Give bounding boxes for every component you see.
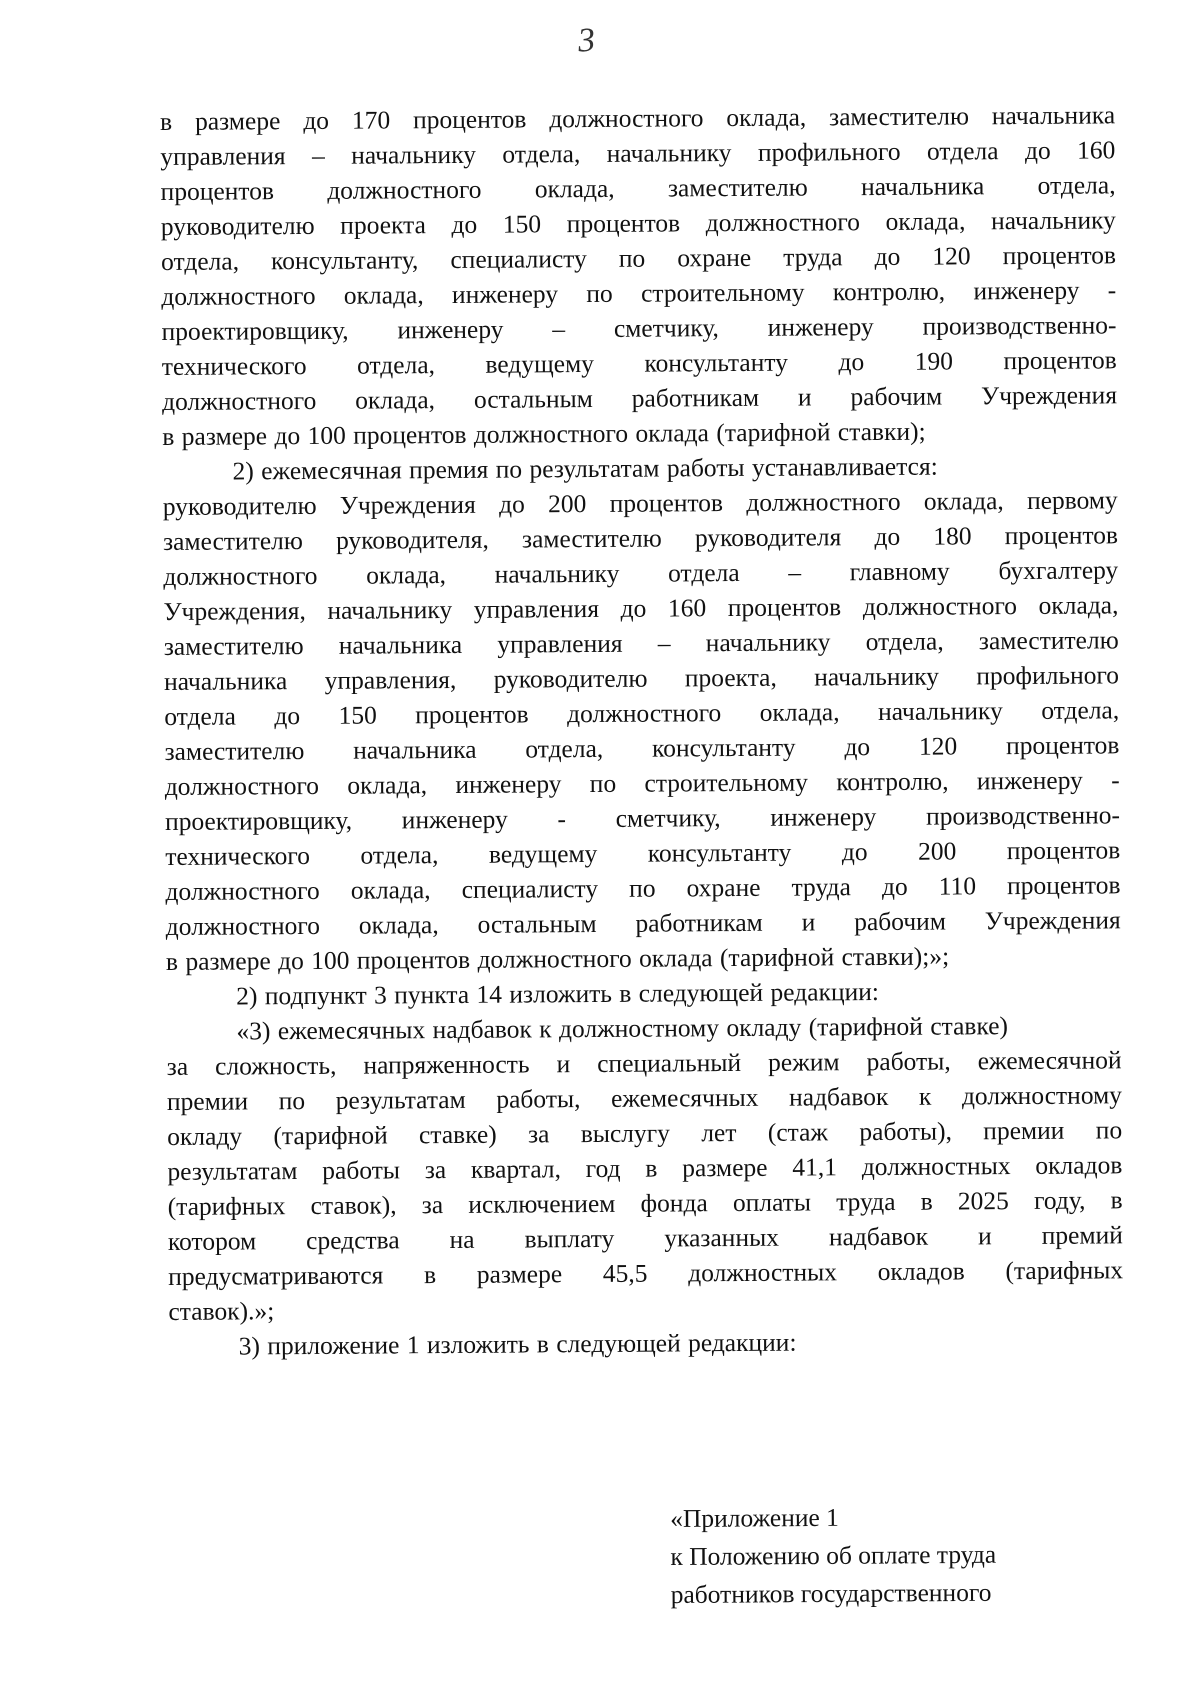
- text-line: должностного оклада, начальнику отдела – главному бухгалтеру: [163, 555, 1119, 591]
- text-line: Учреждения, начальнику управления до 160 процентов должностного оклада,: [163, 590, 1119, 626]
- text-line: заместителю руководителя, заместителю руководителя до 180 процентов: [162, 520, 1119, 556]
- text-line: премии по результатам работы, ежемесячных надбавок к должностному: [166, 1080, 1123, 1116]
- appendix-title: «Приложение 1: [670, 1502, 839, 1533]
- document-body: [160, 97, 1124, 1364]
- page-number: 3: [576, 21, 597, 60]
- text-line: начальника управления, руководителю проекта, начальнику профильного: [163, 660, 1120, 696]
- appendix-reference: к Положению об оплате труда: [670, 1539, 997, 1571]
- text-line: руководителю проекта до 150 процентов должностного оклада, начальнику: [160, 205, 1116, 241]
- text-line: окладу (тарифной ставке) за выслугу лет (стаж работы), премии по: [167, 1115, 1123, 1151]
- text-line: должностного оклада, остальным работникам и рабочим Учреждения: [165, 905, 1121, 941]
- text-line: (тарифных ставок), за исключением фонда оплаты труда в 2025 году, в: [167, 1185, 1123, 1221]
- text-line: предусматриваются в размере 45,5 должностных окладов (тарифных: [168, 1255, 1124, 1291]
- text-line: результатам работы за квартал, год в размере 41,1 должностных окладов: [167, 1150, 1123, 1186]
- text-line: отдела, консультанту, специалисту по охране труда до 120 процентов: [160, 240, 1117, 276]
- text-line: проектировщику, инженеру – сметчику, инженеру производственно-: [161, 310, 1117, 346]
- text-line: котором средства на выплату указанных надбавок и премий: [167, 1220, 1123, 1256]
- text-line: в размере до 100 процентов должностного оклада (тарифной ставки);»;: [165, 941, 950, 976]
- text-line: технического отдела, ведущему консультанту до 200 процентов: [165, 835, 1121, 871]
- paragraph-p1: [160, 97, 1117, 454]
- appendix-subject: работников государственного: [670, 1577, 992, 1609]
- text-line: должностного оклада, инженеру по строительному контролю, инженеру -: [164, 765, 1120, 801]
- paragraph-p7: [169, 1322, 1124, 1364]
- text-line: заместителю начальника управления – начальнику отдела, заместителю: [163, 625, 1119, 661]
- paragraph-p3: [163, 482, 1121, 979]
- text-line: проектировщику, инженеру - сметчику, инженеру производственно-: [164, 800, 1121, 836]
- text-line: должностного оклада, специалисту по охране труда до 110 процентов: [165, 870, 1121, 906]
- text-line: 2) ежемесячная премия по результатам работы устанавливается:: [232, 451, 938, 486]
- text-line: заместителю начальника отдела, консультанту до 120 процентов: [164, 730, 1120, 766]
- text-line: 2) подпункт 3 пункта 14 изложить в следующей редакции:: [236, 977, 880, 1011]
- text-line: отдела до 150 процентов должностного оклада, начальнику отдела,: [164, 695, 1120, 731]
- text-line: ставок).»;: [168, 1296, 275, 1326]
- text-line: должностного оклада, инженеру по строительному контролю, инженеру -: [161, 275, 1117, 311]
- text-line: 3) приложение 1 изложить в следующей редакции:: [238, 1327, 797, 1361]
- appendix-heading: [670, 1498, 997, 1614]
- paragraph-p6: [167, 1042, 1124, 1329]
- text-line: должностного оклада, остальным работникам и рабочим Учреждения: [161, 380, 1118, 416]
- text-line: процентов должностного оклада, заместителю начальника отдела,: [160, 170, 1116, 206]
- text-line: «3) ежемесячных надбавок к должностному окладу (тарифной ставке): [236, 1011, 1009, 1046]
- text-line: в размере до 170 процентов должностного оклада, заместителю начальника: [160, 100, 1116, 136]
- text-line: за сложность, напряженность и специальный режим работы, ежемесячной: [166, 1045, 1122, 1081]
- text-line: руководителю Учреждения до 200 процентов должностного оклада, первому: [162, 485, 1118, 521]
- text-line: в размере до 100 процентов должностного оклада (тарифной ставки);: [162, 416, 926, 451]
- text-line: управления – начальнику отдела, начальнику профильного отдела до 160: [160, 135, 1116, 171]
- text-line: технического отдела, ведущему консультанту до 190 процентов: [161, 345, 1117, 381]
